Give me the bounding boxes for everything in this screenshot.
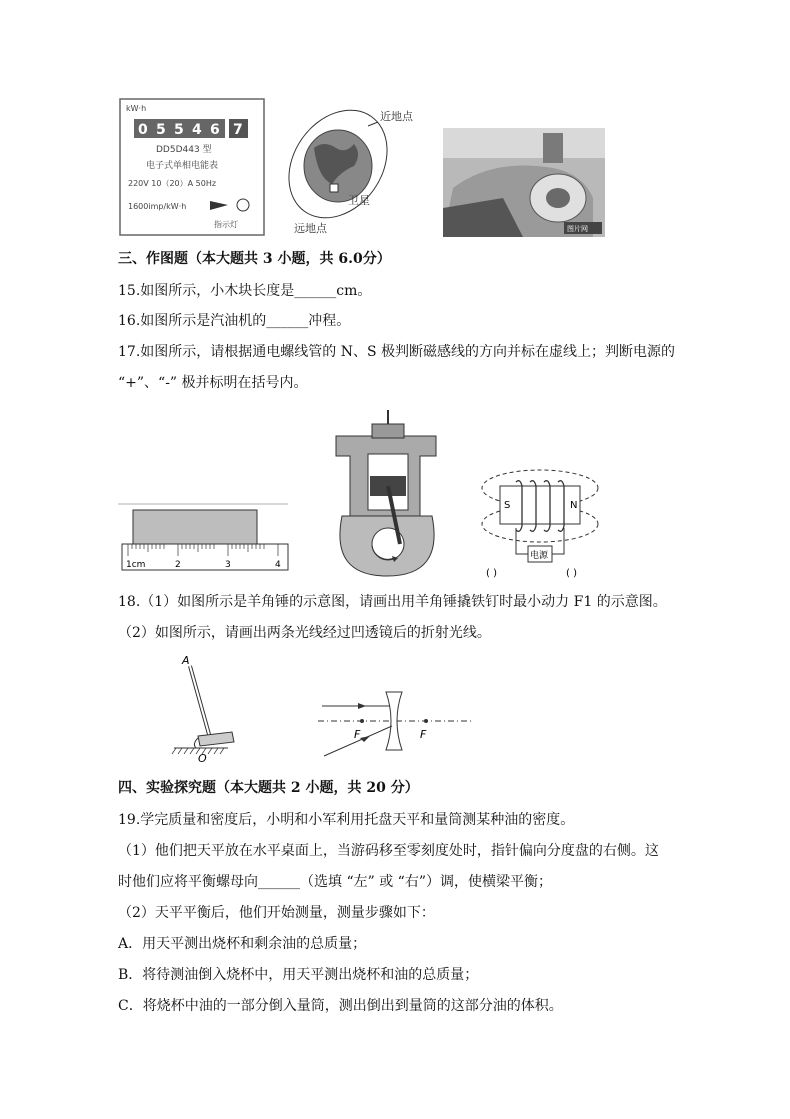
question-17-line2: “+”、“-” 极并标明在括号内。 — [118, 375, 308, 391]
meter-digit: 4 — [192, 122, 202, 138]
solenoid-s-label: S — [504, 500, 511, 511]
question-18-2: （2）如图所示，请画出两条光线经过凹透镜后的折射光线。 — [118, 625, 491, 641]
step-c: C．将烧杯中油的一部分倒入量筒，测出倒出到量筒的这部分油的体积。 — [118, 998, 563, 1014]
hammer-point-a: A — [182, 654, 190, 667]
meter-model: DD5D443 型 — [156, 145, 212, 155]
question-19: 19.学完质量和密度后，小明和小军利用托盘天平和量筒测某种油的密度。 — [118, 812, 575, 828]
solenoid-figure — [480, 462, 610, 580]
ruler-tick-label: 3 — [225, 560, 231, 570]
solenoid-n-label: N — [570, 500, 578, 511]
meter-digit: 5 — [156, 122, 166, 138]
claw-hammer-figure — [168, 652, 248, 764]
ruler-figure — [118, 498, 294, 574]
section4-title: 四、实验探究题（本大题共 2 小题，共 20 分） — [118, 780, 419, 796]
photo-badge: 图片网 — [567, 225, 588, 233]
question-19-2: （2）天平平衡后，他们开始测量，测量步骤如下： — [118, 905, 435, 921]
apogee-label: 远地点 — [294, 222, 327, 235]
question-16: 16.如图所示是汽油机的______冲程。 — [118, 313, 351, 329]
meter-specs: 220V 10（20）A 50Hz — [128, 179, 217, 188]
focus-right-label: F — [420, 728, 427, 741]
focus-left-label: F — [354, 728, 361, 741]
ruler-tick-label: 4 — [275, 560, 281, 570]
meter-last-digit: 7 — [233, 122, 243, 138]
gasoline-engine-figure — [332, 406, 442, 578]
question-17-line1: 17.如图所示，请根据通电螺线管的 N、S 极判断磁感线的方向并标在虚线上；判断电源的 — [118, 344, 676, 360]
step-b: B．将待测油倒入烧杯中，用天平测出烧杯和油的总质量； — [118, 967, 479, 983]
hammer-point-o: O — [198, 752, 207, 764]
satellite-label: 卫星 — [348, 194, 370, 207]
meter-constant: 1600imp/kW·h — [128, 202, 187, 211]
perigee-label: 近地点 — [380, 110, 413, 123]
meter-name: 电子式单相电能表 — [146, 161, 219, 171]
section3-title: 三、作图题（本大题共 3 小题，共 6.0分） — [118, 251, 391, 267]
meter-indicator: 指示灯 — [214, 220, 238, 229]
concave-lens-figure — [318, 690, 474, 762]
question-19-1-line2: 时他们应将平衡螺母向______（选填 “左” 或 “右”）调，使横梁平衡； — [118, 874, 552, 890]
meter-digit: 5 — [174, 122, 184, 138]
question-15: 15.如图所示，小木块长度是______cm。 — [118, 283, 372, 299]
meter-digit: 0 — [138, 122, 148, 138]
satellite-orbit-figure — [282, 104, 434, 236]
step-a: A．用天平测出烧杯和剩余油的总质量； — [118, 936, 367, 952]
paren-left: ( ) — [486, 568, 497, 579]
question-18-1: 18.（1）如图所示是羊角锤的示意图，请画出用羊角锤撬铁钉时最小动力 F1 的示意图。 — [118, 594, 667, 610]
machine-photo — [443, 128, 605, 237]
paren-right: ( ) — [566, 568, 577, 579]
meter-digit: 6 — [210, 122, 220, 138]
ruler-unit-label: 1cm — [126, 560, 146, 570]
meter-unit: kW·h — [126, 104, 147, 113]
question-19-1-line1: （1）他们把天平放在水平桌面上，当游码移至零刻度处时，指针偏向分度盘的右侧。这 — [118, 843, 659, 859]
power-source-label: 电源 — [530, 551, 549, 561]
electric-meter-figure — [118, 97, 266, 237]
ruler-tick-label: 2 — [175, 560, 181, 570]
